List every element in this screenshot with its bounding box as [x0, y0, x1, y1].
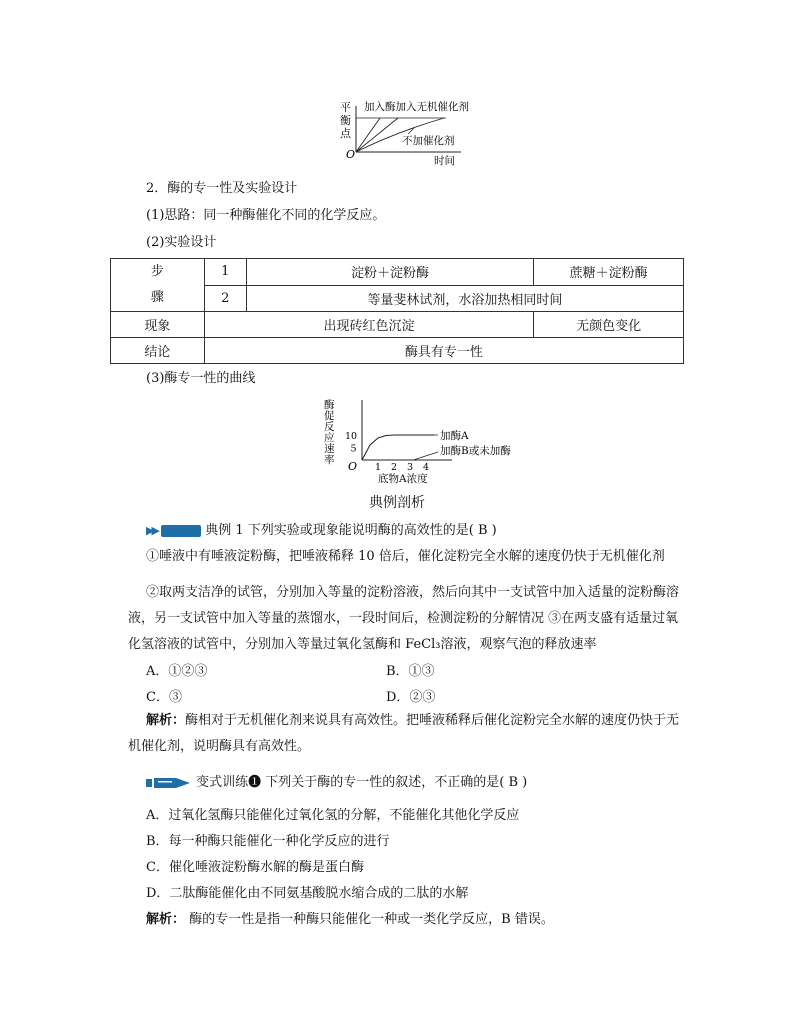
chart-x-tick: 1	[375, 462, 382, 473]
fig1-label-no-catalyst: 不加催化剂	[402, 135, 455, 147]
chart-y-label-char: 酶	[324, 399, 335, 411]
practice-title-row	[146, 774, 527, 792]
example-item23: ②取两支洁净的试管，分别加入等量的淀粉溶液，然后向其中一支试管中加入适量的淀粉酶溶液，另一支试管中加入等量的蒸馏水，一段时间后，检测淀粉的分解情况 ③在两支盛有适量过氧化氢溶液的试管中，分别加入等量过氧化氢酶和 FeCl₃溶液，观察气泡的释放速率	[128, 585, 680, 652]
example-badge	[161, 525, 201, 537]
step-label-1: 步	[150, 264, 164, 279]
chart-series-label: 加酶B或未加酶	[440, 445, 511, 457]
chart-x-tick: 4	[423, 462, 430, 473]
chart-label-leader	[413, 452, 438, 460]
step-label-2: 骤	[150, 290, 164, 305]
fig1-label-top: 加入酶加入无机催化剂	[364, 101, 469, 113]
fig1-ylabel-2: 衡	[340, 114, 351, 127]
experiment-table	[110, 258, 684, 364]
chart-series-label: 加酶A	[440, 430, 469, 442]
chart-y-tick: 10	[345, 431, 358, 442]
practice-opt-a: A．过氧化氢酶只能催化过氧化氢的分解，不能催化其他化学反应	[146, 808, 520, 823]
example-analysis-label: 解析：	[146, 713, 186, 728]
example-analysis-text: 酶相对于无机催化剂来说具有高效性。把唾液稀释后催化淀粉完全水解的速度仍快于无机催化剂，说明酶具有高效性。	[128, 713, 680, 754]
practice-analysis-text: 酶的专一性是指一种酶只能催化一种或一类化学反应，B 错误。	[185, 912, 554, 927]
practice-opt-d: D．二肽酶能催化由不同氨基酸脱水缩合成的二肽的水解	[146, 886, 469, 901]
step2-no: 2	[204, 285, 246, 312]
chart-series-line	[362, 435, 434, 460]
example-item1: ①唾液中有唾液淀粉酶，把唾液稀释 10 倍后，催化淀粉完全水解的速度仍快于无机催化剂	[146, 549, 665, 564]
practice-analysis	[146, 908, 554, 927]
phenomenon-b: 无颜色变化	[534, 312, 684, 338]
curve-heading: (3)酶专一性的曲线	[146, 371, 256, 386]
practice-title: 变式训练❶ 下列关于酶的专一性的叙述，不正确的是( B )	[196, 775, 528, 790]
conclusion-label: 结论	[111, 338, 205, 364]
idea-text: (1)思路：同一种酶催化不同的化学反应。	[146, 208, 386, 223]
example-opt-d: D．②③	[386, 690, 436, 705]
practice-opt-b: B．每一种酶只能催化一种化学反应的进行	[146, 834, 390, 849]
equilibrium-figure	[336, 100, 476, 170]
specificity-chart	[322, 398, 522, 484]
phenomenon-label: 现象	[111, 312, 205, 338]
practice-analysis-label: 解析：	[146, 912, 186, 927]
chart-y-label-char: 率	[324, 454, 335, 466]
example-analysis	[128, 708, 688, 760]
example-title: 典例 1 下列实验或现象能说明酶的高效性的是( B )	[205, 523, 497, 538]
fig1-xlabel: 时间	[434, 155, 455, 167]
conclusion-text: 酶具有专一性	[204, 338, 683, 364]
chart-x-label: 底物A浓度	[378, 473, 428, 484]
arrow-icon: ▶▶	[146, 524, 157, 537]
example-opt-c: C．③	[146, 690, 182, 705]
step2-text: 等量斐林试剂，水浴加热相同时间	[246, 285, 683, 312]
example-opt-a: A．①②③	[146, 664, 208, 679]
chart-y-label-char: 反	[324, 421, 335, 433]
chart-x-tick: 3	[407, 462, 414, 473]
chart-y-label-char: 应	[324, 432, 335, 444]
design-text: (2)实验设计	[146, 235, 217, 250]
fig1-ylabel-1: 平	[340, 101, 351, 114]
practice-opt-c: C．催化唾液淀粉酶水解的酶是蛋白酶	[146, 860, 364, 875]
example-opt-b: B．①③	[386, 664, 435, 679]
phenomenon-a: 出现砖红色沉淀	[204, 312, 533, 338]
section-title: 2．酶的专一性及实验设计	[146, 181, 298, 196]
fig1-origin: O	[346, 148, 356, 161]
chart-y-label-char: 促	[324, 410, 335, 422]
pen-icon	[146, 775, 192, 791]
chart-y-tick: 5	[350, 443, 357, 455]
chart-y-label-char: 速	[324, 443, 335, 455]
example-heading: 典例剖析	[369, 495, 425, 511]
chart-origin: O	[348, 460, 358, 473]
fig1-inorganic-curve	[356, 118, 398, 152]
step1-a: 淀粉＋淀粉酶	[246, 259, 533, 286]
step-label-cell	[111, 259, 205, 312]
fig1-ylabel-3: 点	[340, 127, 351, 140]
example-title-row	[146, 522, 497, 540]
step1-no: 1	[204, 259, 246, 286]
step1-b: 蔗糖＋淀粉酶	[534, 259, 684, 286]
chart-x-tick: 2	[391, 462, 398, 473]
